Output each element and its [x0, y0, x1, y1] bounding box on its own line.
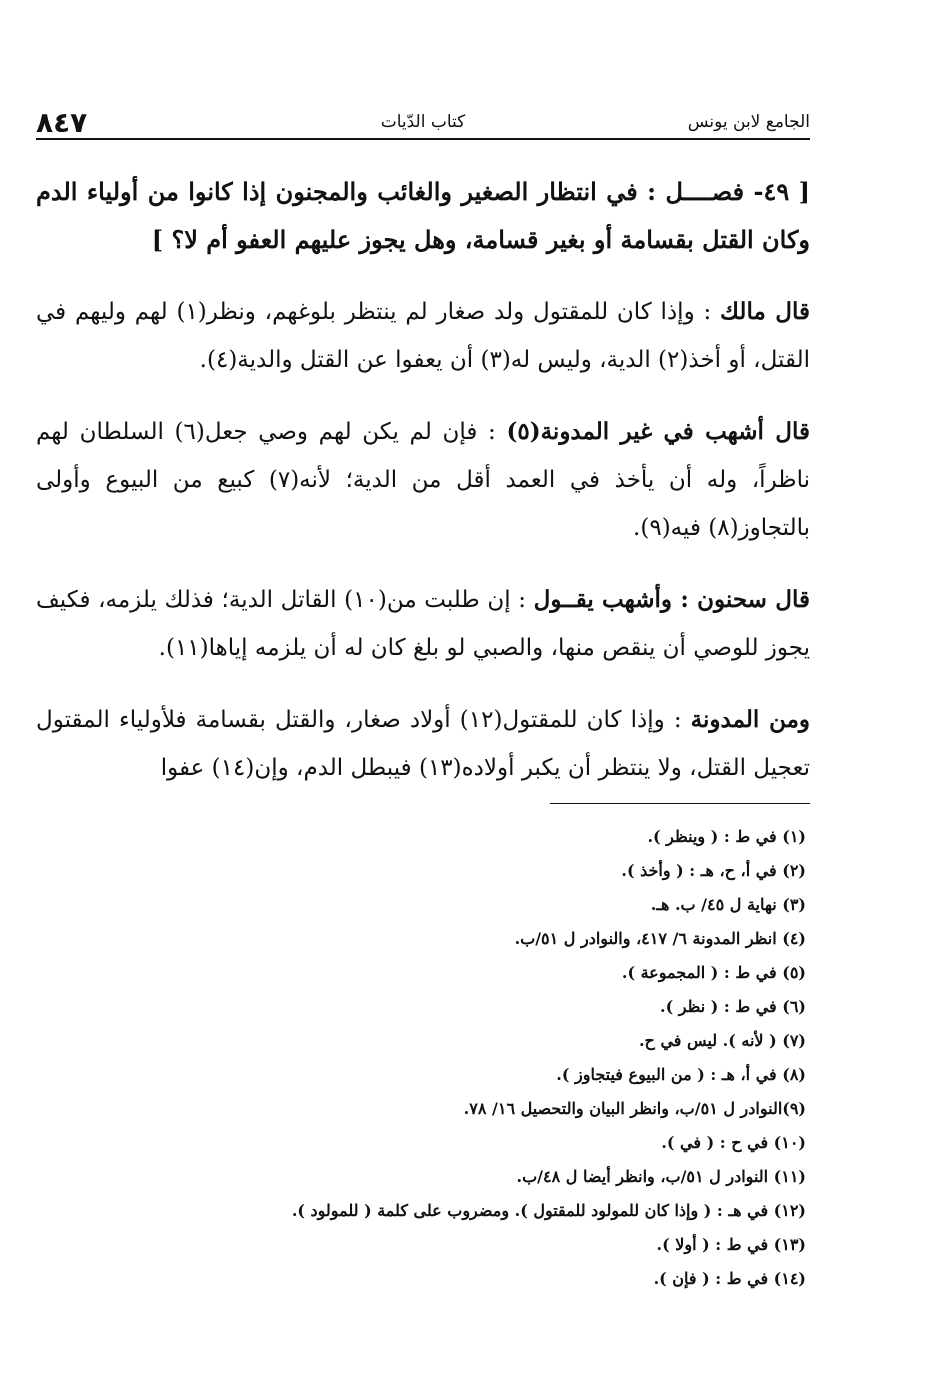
footnote: (٥) في ط : ( المجموعة ).: [621, 963, 806, 982]
paragraph: [36, 288, 810, 384]
footnote: (٦) في ط : ( نظر ).: [660, 997, 806, 1016]
paragraph-text: : وإذا كان للمقتول(١٢) أولاد صغار، والقتل بقسامة فلأولياء المقتول تعجيل القتل، ولا ينتظر أن يكبر أولاده(١٣) فيبطل الدم، وإن(١٤) عفوا: [36, 707, 810, 781]
paragraph: [36, 696, 810, 792]
paragraph-text: : وإذا كان للمقتول ولد صغار لم ينتظر بلوغهم، ونظر(١) لهم وليهم في القتل، أو أخذ(٢) الدية، وليس له(٣) أن يعفوا عن القتل والدية(٤).: [36, 299, 810, 373]
paragraph: [36, 576, 810, 672]
paragraph-lead: قال سحنون : وأشهب يقــول: [533, 586, 810, 613]
paragraph-lead: قال مالك: [720, 298, 810, 325]
paragraph-text: : إن طلبت من(١٠) القاتل الدية؛ فذلك يلزمه، فكيف يجوز للوصي أن ينقص منها، والصبي لو بلغ كان له أن يلزمه إياها(١١).: [36, 587, 810, 661]
main-text: [36, 168, 810, 816]
paragraph-lead: قال أشهب في غير المدونة(٥): [506, 418, 810, 445]
footnote: (١) في ط : ( وينظر ).: [647, 827, 806, 846]
footnotes: [36, 820, 806, 1296]
footnote: (٧) ( لأنه ). ليس في ح.: [638, 1031, 806, 1050]
footnote: (٣) نهاية ل ٤٥/ ب. هـ.: [650, 895, 806, 914]
footnote: (١٢) في هـ : ( وإذا كان للمولود للمقتول ). ومضروب على كلمة ( للمولود ).: [291, 1201, 806, 1220]
footnote-divider: [550, 803, 810, 804]
section-heading: [ ٤٩- فصــــل : في انتظار الصغير والغائب والمجنون إذا كانوا من أولياء الدم وكان القتل بقسامة أو بغير قسامة، وهل يجوز عليهم العفو أم لا؟ ]: [36, 177, 811, 254]
page-number: ٨٤٧: [36, 106, 88, 139]
chapter-title: كتاب الدّيات: [380, 112, 466, 132]
footnote: (١٣) في ط : ( أولا ).: [656, 1235, 806, 1254]
page-header: [36, 106, 810, 139]
book-title: الجامع لابن يونس: [687, 112, 810, 132]
footnote: (٢) في أ، ح، هـ : ( وأخذ ).: [621, 861, 806, 880]
footnote: (١٠) في ح : ( في ).: [661, 1133, 806, 1152]
footnote: (١١) النوادر ل ٥١/ب، وانظر أيضا ل ٤٨/ب.: [516, 1167, 806, 1186]
footnote: (١٤) في ط : ( فإن ).: [653, 1269, 806, 1288]
paragraph-lead: ومن المدونة: [690, 706, 811, 733]
footnote: (٩)النوادر ل ٥١/ب، وانظر البيان والتحصيل ١٦/ ٧٨.: [463, 1099, 806, 1118]
paragraph-text: : فإن لم يكن لهم وصي جعل(٦) السلطان لهم ناظراً، وله أن يأخذ في العمد أقل من الدية؛ لأنه(٧) كبيع من البيوع وأولى بالتجاوز(٨) فيه(٩).: [36, 419, 810, 541]
footnote: (٤) انظر المدونة ٦/ ٤١٧، والنوادر ل ٥١/ب.: [514, 929, 806, 948]
paragraph: [36, 408, 810, 552]
header-divider: [36, 138, 810, 140]
footnote: (٨) في أ، هـ : ( من البيوع فيتجاوز ).: [556, 1065, 806, 1084]
